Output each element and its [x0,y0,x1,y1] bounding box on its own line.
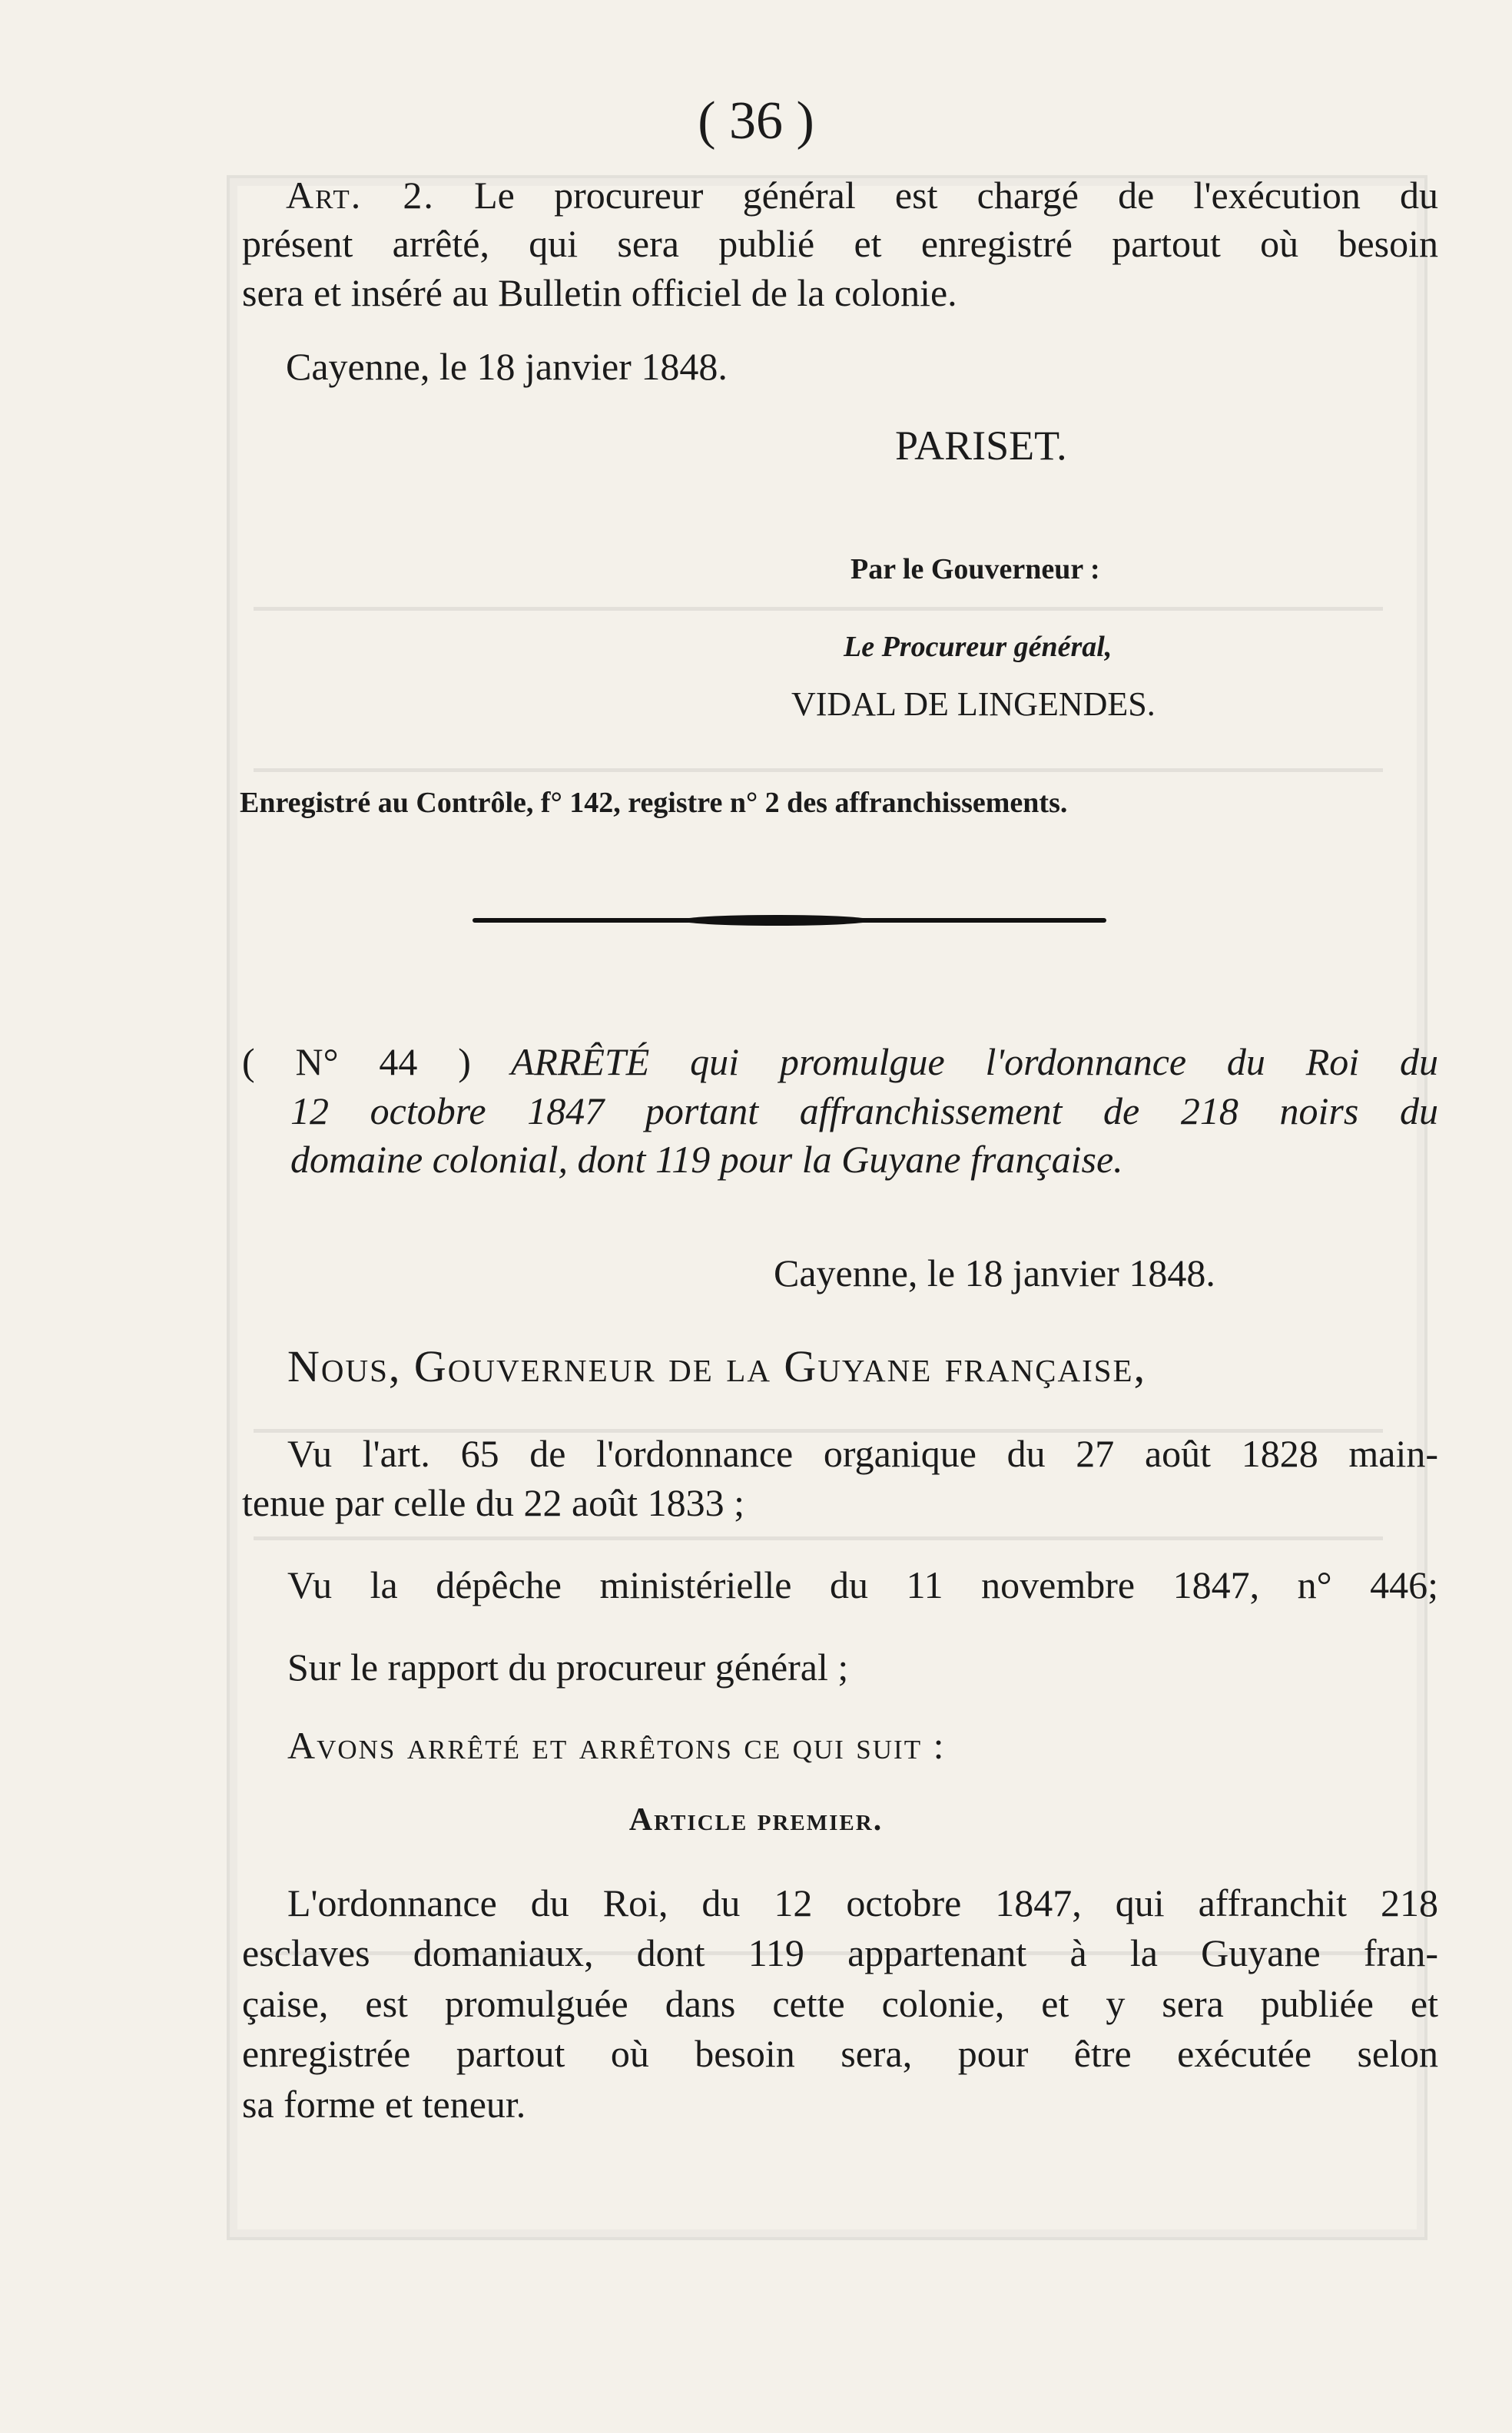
date-line-1: Cayenne, le 18 janvier 1848. [286,345,728,388]
art2-line-1 [286,171,1438,220]
procureur-title: Le Procureur général, [844,631,1112,663]
heading-number: ( N° 44 ) [242,1040,471,1083]
section-divider [472,918,1106,923]
body-line-3: çaise, est promulguée dans cette colonie, et y sera publiée et [242,1982,1438,2025]
sur-le-rapport: Sur le rapport du procureur général ; [287,1646,849,1689]
page-number: ( 36 ) [698,91,814,151]
vu-1-line-2: tenue par celle du 22 août 1833 ; [242,1481,744,1524]
heading-line-3: domaine colonial, dont 119 pour la Guyane française. [290,1138,1123,1181]
article-premier: Article premier. [628,1802,884,1838]
date-line-2: Cayenne, le 18 janvier 1848. [774,1251,1215,1294]
body-line-5: sa forme et teneur. [242,2083,526,2126]
signature-vidal: VIDAL DE LINGENDES. [791,685,1156,723]
heading-line-1 [242,1037,1438,1086]
body-line-2: esclaves domaniaux, dont 119 appartenant à la Guyane fran- [242,1931,1438,1974]
heading-text-1: ARRÊTÉ qui promulgue l'ordonnance du Roi du [510,1040,1438,1083]
enregistrement-note: Enregistré au Contrôle, f° 142, registre n° 2 des affranchissements. [240,787,1068,819]
vu-2: Vu la dépêche ministérielle du 11 novembre 1847, n° 446; [287,1563,1438,1606]
art2-line-3: sera et inséré au Bulletin officiel de la colonie. [242,271,957,314]
art2-label: Art. 2. [286,174,435,217]
signature-pariset: PARISET. [895,423,1067,469]
body-line-1: L'ordonnance du Roi, du 12 octobre 1847, qui affranchit 218 [287,1881,1438,1924]
par-le-gouverneur: Par le Gouverneur : [850,553,1100,585]
body-line-4: enregistrée partout où besoin sera, pour être exécutée selon [242,2032,1438,2075]
vu-1-line-1: Vu l'art. 65 de l'ordonnance organique du 27 août 1828 main- [287,1432,1438,1475]
art2-line-2: présent arrêté, qui sera publié et enregistré partout où besoin [242,222,1438,265]
heading-line-2: 12 octobre 1847 portant affranchissement de 218 noirs du [290,1089,1438,1132]
show-through-line [254,607,1383,611]
nous-gouverneur: Nous, Gouverneur de la Guyane française, [287,1341,1147,1391]
avons-arrete: Avons arrêté et arrêtons ce qui suit : [287,1724,946,1767]
show-through-line [254,768,1383,772]
show-through-line [254,1536,1383,1540]
art2-text-1: Le procureur général est chargé de l'exécution du [474,174,1439,217]
